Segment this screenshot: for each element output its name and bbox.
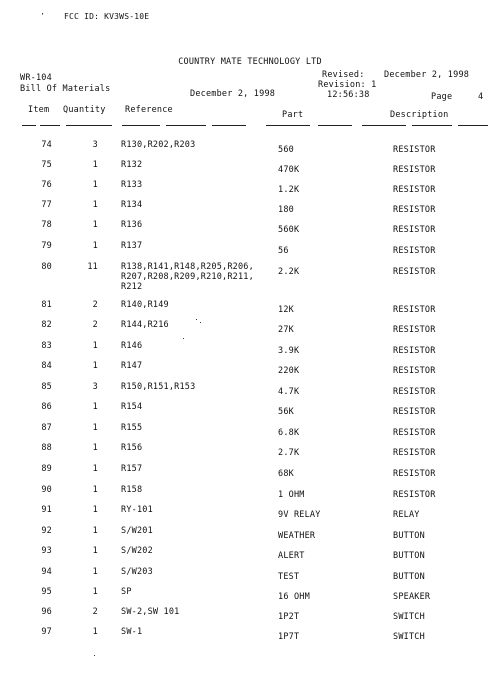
row-part: ALERT [278, 551, 305, 561]
row-part: TEST [278, 572, 300, 582]
row-reference: R132 [121, 160, 143, 170]
scan-speck [94, 655, 95, 656]
row-item-number: 92 [41, 526, 52, 536]
row-item-number: 88 [41, 443, 52, 453]
row-description: RELAY [393, 510, 420, 520]
table-row [0, 320, 500, 340]
header-rule [166, 125, 206, 126]
scan-speck [196, 319, 197, 320]
row-description: RESISTOR [393, 267, 436, 277]
row-quantity: 11 [87, 262, 98, 272]
table-row [0, 464, 500, 484]
row-description: RESISTOR [393, 407, 436, 417]
row-item-number: 78 [41, 220, 52, 230]
row-reference: R158 [121, 485, 143, 495]
row-part: 56 [278, 246, 289, 256]
row-quantity: 1 [92, 361, 98, 371]
row-part: 68K [278, 469, 294, 479]
header-rule [40, 125, 60, 126]
row-part: 1P7T [278, 632, 300, 642]
row-quantity: 1 [92, 526, 98, 536]
row-item-number: 95 [41, 587, 52, 597]
column-header-quantity: Quantity [63, 105, 106, 115]
row-description: RESISTOR [393, 490, 436, 500]
header-rule [458, 125, 488, 126]
row-quantity: 3 [92, 140, 98, 150]
row-description: SWITCH [393, 632, 425, 642]
row-item-number: 84 [41, 361, 52, 371]
table-row [0, 300, 500, 320]
row-description: RESISTOR [393, 469, 436, 479]
table-row [0, 341, 500, 361]
row-part: 2.7K [278, 448, 300, 458]
header-rule [266, 125, 310, 126]
fcc-id: FCC ID: KV3WS-10E [64, 12, 150, 21]
row-reference: R150,R151,R153 [121, 382, 196, 392]
row-description: RESISTOR [393, 305, 436, 315]
row-quantity: 2 [92, 300, 98, 310]
row-reference: R146 [121, 341, 143, 351]
row-quantity: 1 [92, 241, 98, 251]
header-rule [212, 125, 246, 126]
row-part: 12K [278, 305, 294, 315]
row-quantity: 1 [92, 485, 98, 495]
row-reference: S/W201 [121, 526, 153, 536]
row-reference: S/W203 [121, 567, 153, 577]
row-reference: R140,R149 [121, 300, 169, 310]
table-row [0, 180, 500, 200]
document-id: WR-104 [20, 73, 52, 83]
document-date: December 2, 1998 [190, 89, 276, 99]
row-item-number: 89 [41, 464, 52, 474]
row-quantity: 1 [92, 402, 98, 412]
table-row [0, 262, 500, 292]
scan-dot: · [40, 10, 46, 20]
row-part: 470K [278, 165, 300, 175]
table-row [0, 587, 500, 607]
row-reference: R137 [121, 241, 143, 251]
table-row [0, 526, 500, 546]
table-row [0, 423, 500, 443]
row-reference: S/W202 [121, 546, 153, 556]
row-quantity: 1 [92, 341, 98, 351]
row-reference: R134 [121, 200, 143, 210]
row-part: 16 OHM [278, 592, 310, 602]
column-header-description: Description [390, 110, 449, 120]
row-quantity: 2 [92, 320, 98, 330]
row-reference: RY-101 [121, 505, 153, 515]
header-rule [22, 125, 36, 126]
row-item-number: 97 [41, 627, 52, 637]
row-item-number: 80 [41, 262, 52, 272]
row-part: 560K [278, 225, 300, 235]
row-quantity: 1 [92, 443, 98, 453]
row-quantity: 1 [92, 627, 98, 637]
table-row [0, 220, 500, 240]
row-item-number: 76 [41, 180, 52, 190]
row-quantity: 1 [92, 546, 98, 556]
row-description: RESISTOR [393, 346, 436, 356]
table-row [0, 241, 500, 261]
row-reference: R144,R216 [121, 320, 169, 330]
row-reference: SP [121, 587, 132, 597]
table-row [0, 382, 500, 402]
row-reference: R154 [121, 402, 143, 412]
row-quantity: 1 [92, 423, 98, 433]
row-reference: R155 [121, 423, 143, 433]
row-quantity: 2 [92, 607, 98, 617]
header-rule [318, 125, 352, 126]
row-part: 1 OHM [278, 490, 305, 500]
table-row [0, 485, 500, 505]
page-number: 4 [478, 92, 484, 102]
page-label: Page [431, 92, 453, 102]
row-description: RESISTOR [393, 185, 436, 195]
row-quantity: 1 [92, 200, 98, 210]
table-row [0, 140, 500, 160]
row-reference: R138,R141,R148,R205,R206, R207,R208,R209,R210,R211, R212 [121, 262, 254, 292]
row-description: RESISTOR [393, 387, 436, 397]
table-row [0, 402, 500, 422]
revised-date: December 2, 1998 [384, 70, 470, 80]
table-row [0, 607, 500, 627]
row-reference: R136 [121, 220, 143, 230]
row-item-number: 93 [41, 546, 52, 556]
row-item-number: 85 [41, 382, 52, 392]
row-reference: R133 [121, 180, 143, 190]
row-description: SPEAKER [393, 592, 431, 602]
column-header-reference: Reference [125, 105, 173, 115]
row-part: 4.7K [278, 387, 300, 397]
row-item-number: 81 [41, 300, 52, 310]
row-description: RESISTOR [393, 428, 436, 438]
document-title: Bill Of Materials [20, 84, 111, 94]
row-description: BUTTON [393, 531, 425, 541]
table-row [0, 361, 500, 381]
row-part: 3.9K [278, 346, 300, 356]
row-item-number: 86 [41, 402, 52, 412]
row-part: 2.2K [278, 267, 300, 277]
row-item-number: 82 [41, 320, 52, 330]
table-row [0, 443, 500, 463]
row-item-number: 91 [41, 505, 52, 515]
row-item-number: 96 [41, 607, 52, 617]
row-description: RESISTOR [393, 366, 436, 376]
row-description: RESISTOR [393, 205, 436, 215]
table-row [0, 546, 500, 566]
row-reference: R130,R202,R203 [121, 140, 196, 150]
print-time: 12:56:38 [327, 90, 370, 100]
header-rule [122, 125, 160, 126]
revision-number: Revision: 1 [318, 80, 377, 90]
table-row [0, 160, 500, 180]
header-rule [66, 125, 112, 126]
row-description: RESISTOR [393, 325, 436, 335]
column-header-item: Item [28, 105, 50, 115]
row-item-number: 87 [41, 423, 52, 433]
row-part: 6.8K [278, 428, 300, 438]
column-header-part: Part [282, 110, 304, 120]
row-description: RESISTOR [393, 145, 436, 155]
row-reference: SW-2,SW 101 [121, 607, 180, 617]
row-description: SWITCH [393, 612, 425, 622]
row-item-number: 90 [41, 485, 52, 495]
row-part: 9V RELAY [278, 510, 321, 520]
row-quantity: 1 [92, 180, 98, 190]
row-item-number: 94 [41, 567, 52, 577]
row-part: WEATHER [278, 531, 316, 541]
row-quantity: 1 [92, 567, 98, 577]
table-row [0, 627, 500, 647]
row-part: 1.2K [278, 185, 300, 195]
scan-speck [183, 338, 184, 339]
revised-label: Revised: [322, 70, 365, 80]
row-reference: R147 [121, 361, 143, 371]
row-reference: R156 [121, 443, 143, 453]
row-part: 56K [278, 407, 294, 417]
table-row [0, 505, 500, 525]
row-quantity: 1 [92, 464, 98, 474]
row-item-number: 75 [41, 160, 52, 170]
row-reference: SW-1 [121, 627, 143, 637]
row-part: 1P2T [278, 612, 300, 622]
row-description: BUTTON [393, 572, 425, 582]
row-description: RESISTOR [393, 225, 436, 235]
row-part: 560 [278, 145, 294, 155]
row-part: 220K [278, 366, 300, 376]
row-description: RESISTOR [393, 165, 436, 175]
row-description: RESISTOR [393, 246, 436, 256]
row-description: RESISTOR [393, 448, 436, 458]
row-description: BUTTON [393, 551, 425, 561]
scan-speck [200, 322, 201, 323]
header-rule [412, 125, 452, 126]
row-part: 27K [278, 325, 294, 335]
table-row [0, 567, 500, 587]
company-name: COUNTRY MATE TECHNOLOGY LTD [178, 57, 322, 67]
row-item-number: 83 [41, 341, 52, 351]
row-quantity: 3 [92, 382, 98, 392]
row-quantity: 1 [92, 505, 98, 515]
row-item-number: 74 [41, 140, 52, 150]
row-item-number: 79 [41, 241, 52, 251]
row-reference: R157 [121, 464, 143, 474]
row-part: 180 [278, 205, 294, 215]
row-quantity: 1 [92, 160, 98, 170]
row-quantity: 1 [92, 220, 98, 230]
row-item-number: 77 [41, 200, 52, 210]
row-quantity: 1 [92, 587, 98, 597]
header-rule [362, 125, 406, 126]
table-row [0, 200, 500, 220]
